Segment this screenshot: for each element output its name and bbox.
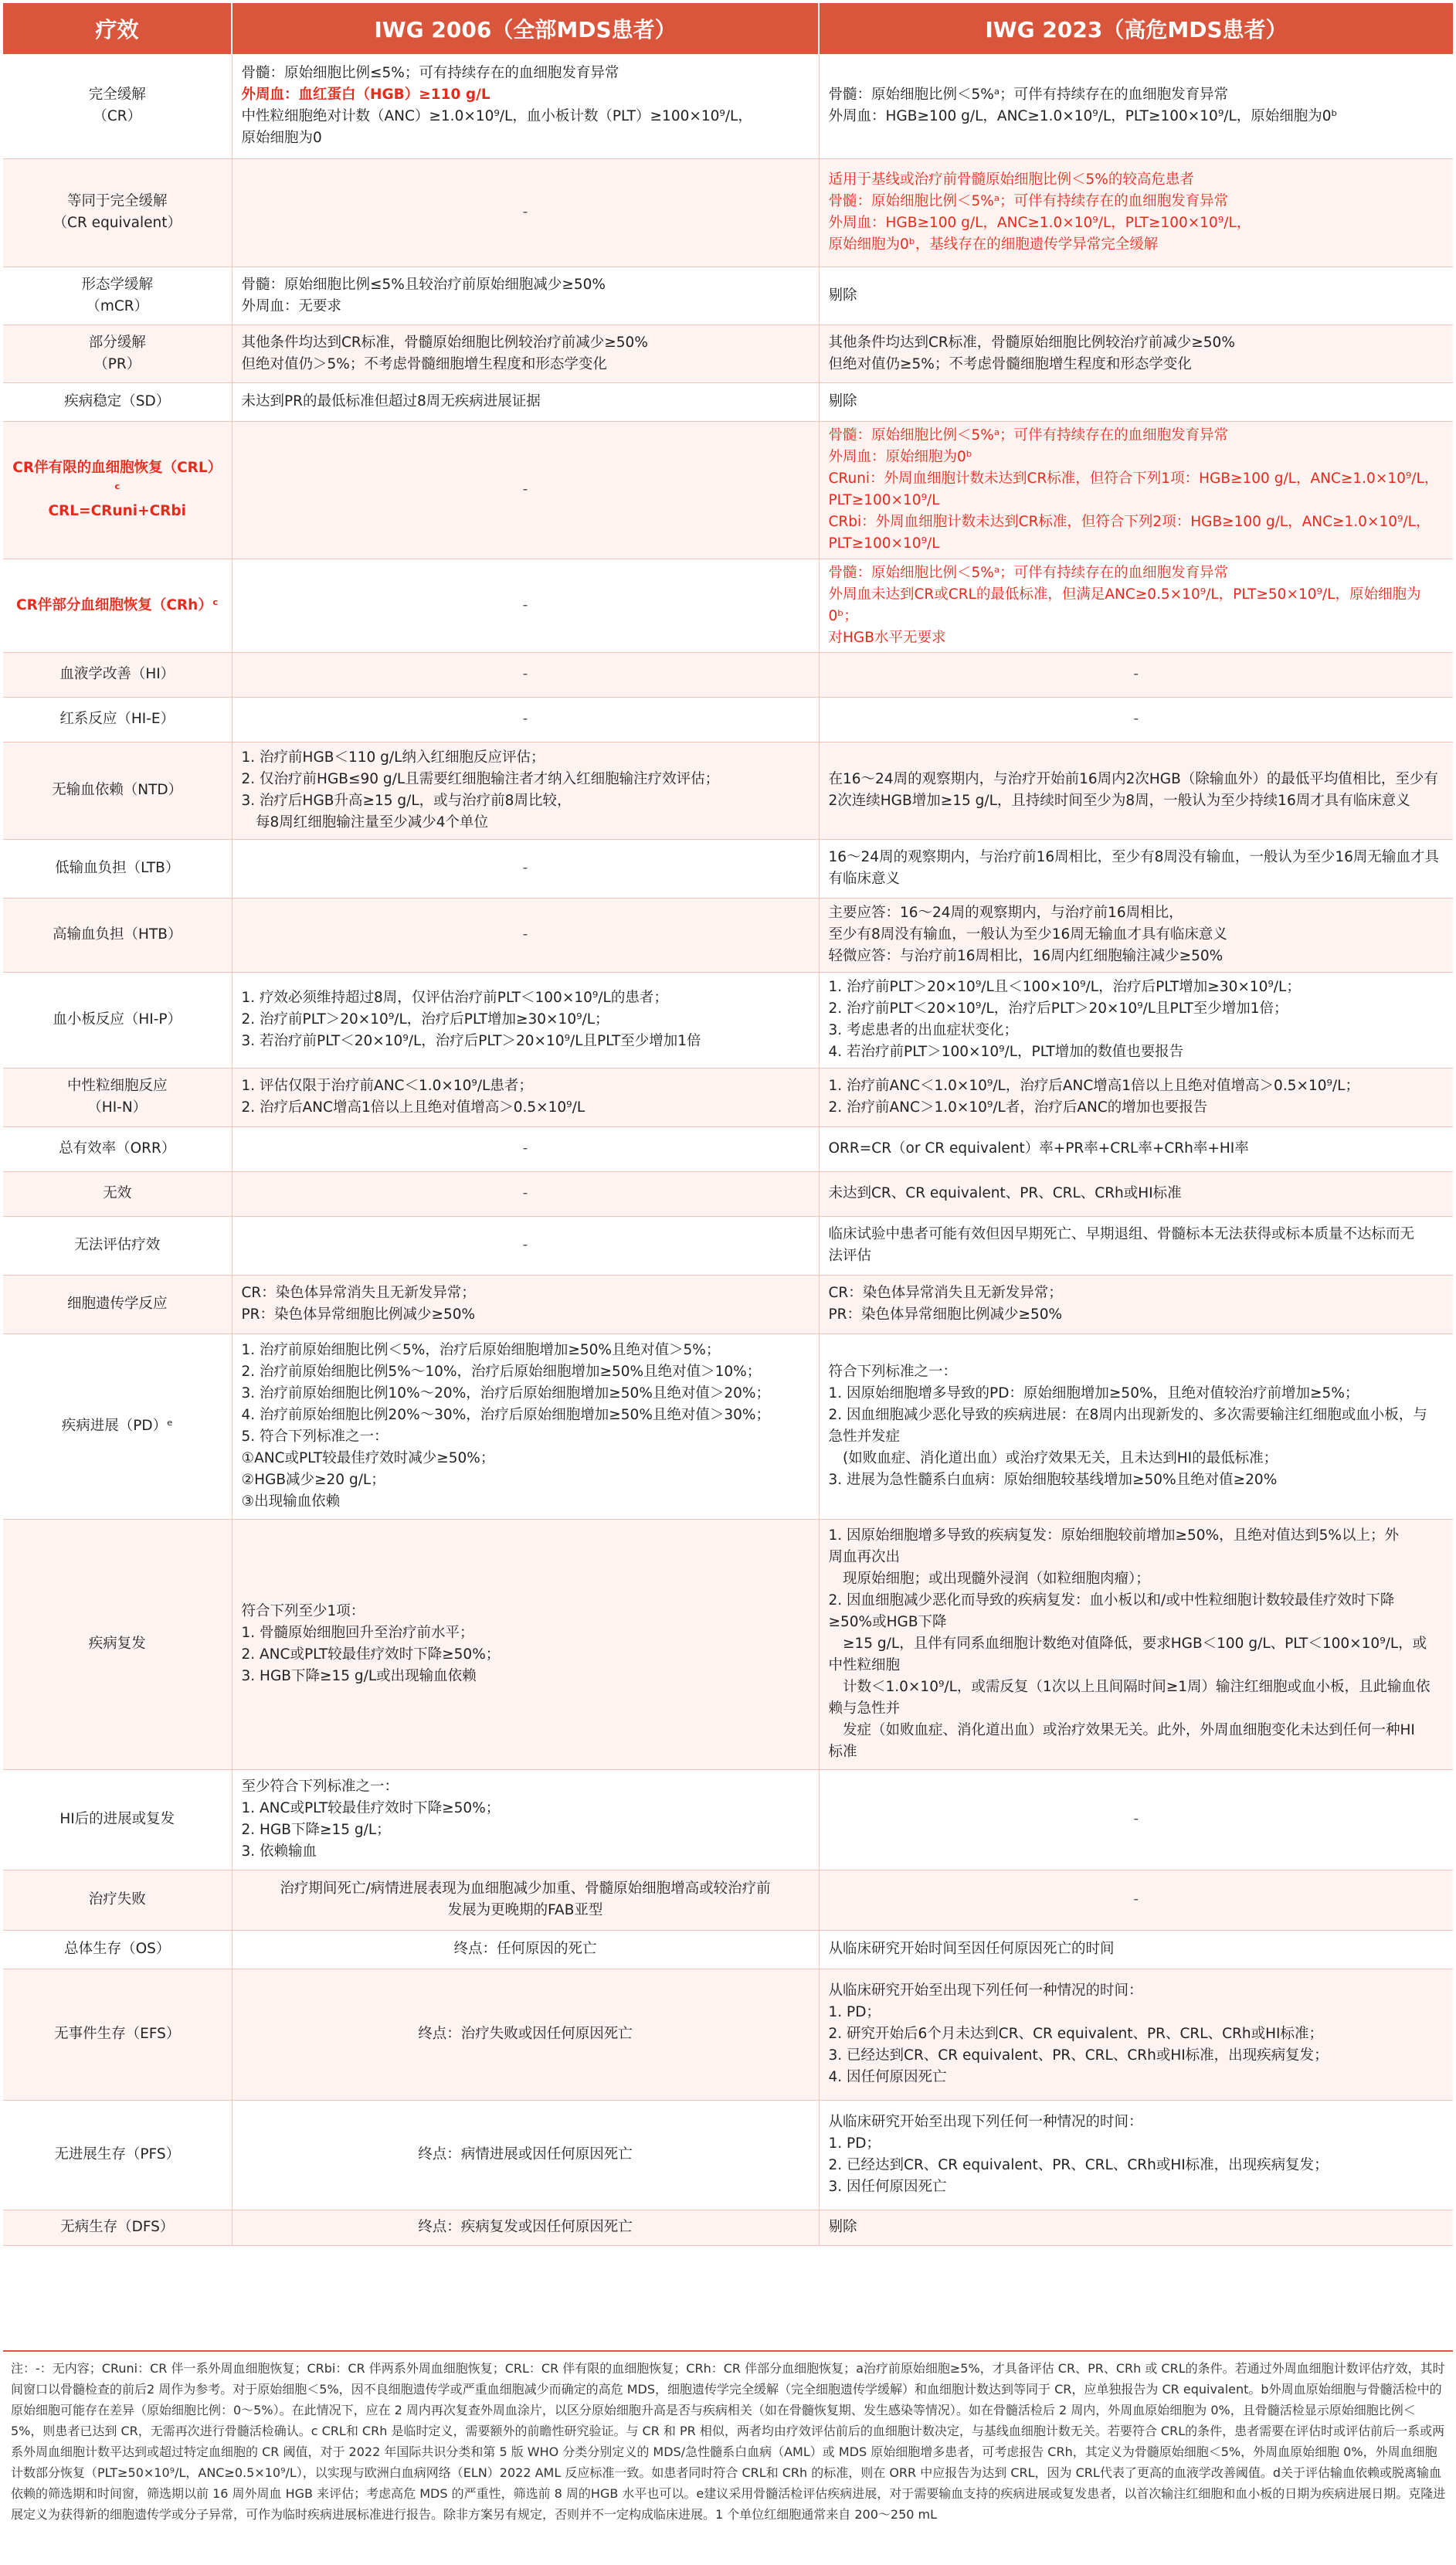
label-line: 高输血负担（HTB） [53,926,182,943]
text-line: 发症（如败血症、消化道出血）或治疗效果无关。此外，外周血细胞变化未达到任何一种HI [828,1722,1415,1738]
cell-iwg2006 [232,1769,819,1870]
row-label [3,2210,232,2245]
text-line: 周血再次出 [828,1549,901,1565]
row-label [3,421,232,559]
cell-iwg2006 [232,652,819,697]
text-line: 2. 治疗前PLT＜20×10⁹/L，治疗后PLT＞20×10⁹/L且PLT至少增加1倍； [828,1001,1288,1017]
cell-iwg2023 [819,1870,1453,1930]
text-line: PR：染色体异常细胞比例减少≥50% [828,1306,1063,1323]
label-line: 治疗失败 [88,1891,146,1908]
row-label [3,1068,232,1126]
row-label [3,267,232,324]
text-line: CRuni：外周血细胞计数未达到CR标准，但符合下列1项：HGB≥100 g/L，ANC≥1.0×10⁹/L， [828,471,1439,487]
text-line: 3. 已经达到CR、CR equivalent、PR、CRL、CRh或HI标准，出现疾病复发； [828,2047,1329,2064]
table-row [3,421,1453,559]
text-line: 3. 因任何原因死亡 [828,2179,947,2195]
text-line: 1. 骨髓原始细胞回升至治疗前水平； [241,1625,474,1641]
label-line: （HI-N） [87,1099,148,1116]
cell-iwg2023 [819,1333,1453,1519]
label-line: 疾病复发 [88,1636,146,1652]
table-row [3,742,1453,839]
table-row [3,54,1453,158]
text-line: 1. 治疗前原始细胞比例＜5%，治疗后原始细胞增加≥50%且绝对值＞5%； [241,1342,721,1358]
cell-iwg2006 [232,742,819,839]
header-iwg-2023: IWG 2023（高危MDS患者） [819,3,1453,54]
text-line: 但绝对值仍＞5%；不考虑骨髓细胞增生程度和形态学变化 [241,355,607,372]
table-row [3,839,1453,898]
label-line: 无事件生存（EFS） [54,2026,181,2042]
text-line: CR：染色体异常消失且无新发异常； [241,1285,476,1301]
cell-iwg2023 [819,1275,1453,1333]
cell-iwg2023 [819,1068,1453,1126]
text-line: 从临床研究开始时间至因任何原因死亡的时间 [828,1941,1115,1957]
table-row [3,267,1453,324]
text-line: 3. 考虑患者的出血症状变化； [828,1022,1019,1038]
text-line: 标准 [828,1744,857,1760]
label-line: CRL=CRuni+CRbi [48,503,187,519]
text-line: 2. 研究开始后6个月未达到CR、CR equivalent、PR、CRL、CRh或HI标准； [828,2026,1323,2042]
cell-iwg2006 [232,1171,819,1216]
text-line: 2. 治疗前原始细胞比例5%～10%，治疗后原始细胞增加≥50%且绝对值＞10%； [241,1364,762,1380]
text-line: ≥50%或HGB下降 [828,1614,947,1630]
label-line: 部分缓解 [88,334,146,351]
label-line: 完全缓解 [88,87,146,104]
cell-iwg2006 [232,382,819,421]
label-line: 总有效率（ORR） [59,1140,176,1157]
text-line: 2. ANC或PLT较最佳疗效时下降≥50%； [241,1646,501,1663]
cell-iwg2006 [232,1068,819,1126]
cell-iwg2023 [819,324,1453,382]
text-line: - [522,204,528,220]
text-line: ORR=CR（or CR equivalent）率+PR率+CRL率+CRh率+HI率 [828,1140,1249,1157]
text-line: 原始细胞为0 [241,130,322,147]
text-line: 剔除 [828,287,857,304]
cell-iwg2006 [232,267,819,324]
cell-iwg2006 [232,697,819,742]
label-line: CR伴部分血细胞恢复（CRh）ᶜ [16,596,219,613]
text-line: 4. 因任何原因死亡 [828,2069,947,2085]
text-line: ①ANC或PLT较最佳疗效时减少≥50%； [241,1450,495,1466]
cell-iwg2006 [232,1969,819,2100]
text-line: 2. HGB下降≥15 g/L； [241,1822,391,1838]
label-line: CR伴有限的血细胞恢复（CRL）ᶜ [12,460,222,498]
row-label [3,559,232,652]
table-row [3,1275,1453,1333]
cell-iwg2006 [232,1519,819,1769]
text-line: 中性粒细胞 [828,1657,901,1673]
row-label [3,1126,232,1171]
table-header-row [3,3,1453,54]
label-line: 无法评估疗效 [74,1237,161,1253]
text-line: 主要应答：16～24周的观察期内，与治疗前16周相比， [828,905,1183,921]
cell-iwg2023 [819,1769,1453,1870]
text-line: 终点：病情进展或因任何原因死亡 [418,2146,633,2162]
text-line: - [522,596,528,613]
table-row [3,697,1453,742]
label-line: （mCR） [86,297,149,314]
text-line: 1. 治疗前HGB＜110 g/L纳入红细胞反应评估； [241,749,545,766]
text-line: CR：染色体异常消失且无新发异常； [828,1285,1063,1301]
cell-iwg2023 [819,742,1453,839]
table-row [3,1171,1453,1216]
text-line: 1. 治疗前PLT＞20×10⁹/L且＜100×10⁹/L，治疗后PLT增加≥30×10⁹/L； [828,979,1301,995]
text-line: 2. 因血细胞减少恶化而导致的疾病复发：血小板以和/或中性粒细胞计数较最佳疗效时下降 [828,1592,1395,1609]
text-line: 未达到PR的最低标准但超过8周无疾病进展证据 [241,393,541,409]
row-label [3,1333,232,1519]
label-line: 无效 [103,1185,132,1201]
text-line: 外周血：HGB≥100 g/L，ANC≥1.0×10⁹/L，PLT≥100×10⁹/L，原始细胞为0ᵇ [828,108,1338,125]
cell-iwg2023 [819,158,1453,267]
label-line: 无病生存（DFS） [60,2219,175,2235]
label-line: 低输血负担（LTB） [55,860,180,876]
cell-iwg2006 [232,2100,819,2210]
text-line: 从临床研究开始至出现下列任何一种情况的时间： [828,2114,1143,2130]
label-line: 中性粒细胞反应 [66,1078,168,1094]
text-line: 骨髓：原始细胞比例＜5%ᵃ；可伴有持续存在的血细胞发育异常 [828,427,1229,443]
label-line: 细胞遗传学反应 [66,1296,168,1312]
cell-iwg2006 [232,839,819,898]
table-row [3,898,1453,972]
cell-iwg2006 [232,1216,819,1275]
row-label [3,742,232,839]
table-row [3,652,1453,697]
text-line: 1. ANC或PLT较最佳疗效时下降≥50%； [241,1800,501,1816]
cell-iwg2023 [819,1969,1453,2100]
row-label [3,1769,232,1870]
table-row [3,382,1453,421]
row-label [3,1930,232,1969]
text-line: - [1133,666,1139,682]
label-line: HI后的进展或复发 [59,1811,175,1827]
text-line: - [522,666,528,682]
text-line: - [1133,1811,1139,1827]
text-line: 骨髓：原始细胞比例≤5%且较治疗前原始细胞减少≥50% [241,276,606,293]
text-line: 发展为更晚期的FAB亚型 [447,1902,603,1918]
text-line: 适用于基线或治疗前骨髓原始细胞比例＜5%的较高危患者 [828,172,1194,188]
text-line: 2. 治疗前PLT＞20×10⁹/L，治疗后PLT增加≥30×10⁹/L； [241,1011,609,1028]
text-line: 轻微应答：与治疗前16周相比，16周内红细胞输注减少≥50% [828,948,1224,964]
cell-iwg2023 [819,972,1453,1068]
text-line: 符合下列标准之一： [828,1364,958,1380]
text-line: 现原始细胞；或出现髓外浸润（如粒细胞肉瘤）； [828,1571,1150,1587]
text-line: ②HGB减少≥20 g/L； [241,1472,385,1488]
label-line: 形态学缓解 [81,276,153,293]
text-line: 终点：治疗失败或因任何原因死亡 [418,2026,633,2042]
text-line: - [522,1237,528,1253]
table-row [3,1930,1453,1969]
text-line: 骨髓：原始细胞比例＜5%ᵃ；可伴有持续存在的血细胞发育异常 [828,564,1229,581]
text-line: 2. 已经达到CR、CR equivalent、PR、CRL、CRh或HI标准，出现疾病复发； [828,2157,1329,2173]
cell-iwg2023 [819,1216,1453,1275]
row-label [3,1216,232,1275]
text-line: 计数＜1.0×10⁹/L，或需反复（1次以上且间隔时间≥1周）输注红细胞或血小板，且此输血依 [828,1679,1431,1695]
text-line: 外周血：血红蛋白（HGB）≥110 g/L [241,87,490,104]
row-label [3,697,232,742]
text-line: 在16～24周的观察期内，与治疗开始前16周内2次HGB（除输血外）的最低平均值相比，至少有 [828,771,1438,787]
text-line: 1. PD； [828,2004,881,2020]
text-line: 3. 若治疗前PLT＜20×10⁹/L，治疗后PLT＞20×10⁹/L且PLT至少增加1倍 [241,1033,701,1049]
cell-iwg2006 [232,1930,819,1969]
comparison-table [3,3,1453,2246]
cell-iwg2023 [819,559,1453,652]
text-line: 法评估 [828,1248,872,1264]
cell-iwg2006 [232,421,819,559]
text-line: ≥15 g/L，且伴有同系血细胞计数绝对值降低，要求HGB＜100 g/L、PLT＜100×10⁹/L，或 [828,1636,1427,1652]
text-line: 剔除 [828,393,857,409]
text-line: 2次连续HGB增加≥15 g/L，且持续时间至少为8周，一般认为至少持续16周才具有临床意义 [828,793,1410,809]
text-line: (如败血症、消化道出血）或治疗效果无关，且未达到HI的最低标准； [828,1450,1278,1466]
cell-iwg2023 [819,1519,1453,1769]
table-row [3,559,1453,652]
row-label [3,1275,232,1333]
table-row [3,158,1453,267]
text-line: 每8周红细胞输注量至少减少4个单位 [241,814,489,831]
table-row [3,2210,1453,2245]
cell-iwg2023 [819,1171,1453,1216]
table-row [3,1769,1453,1870]
text-line: 外周血：原始细胞为0ᵇ [828,449,972,465]
table-row [3,972,1453,1068]
text-line: - [522,926,528,943]
cell-iwg2023 [819,267,1453,324]
label-line: （CR equivalent） [53,215,182,231]
text-line: 中性粒细胞绝对计数（ANC）≥1.0×10⁹/L，血小板计数（PLT）≥100×10⁹/L， [241,108,752,125]
text-line: 临床试验中患者可能有效但因早期死亡、早期退组、骨髓标本无法获得或标本质量不达标而无 [828,1226,1415,1242]
text-line: 剔除 [828,2219,857,2235]
cell-iwg2023 [819,2100,1453,2210]
table-row [3,2100,1453,2210]
cell-iwg2006 [232,1275,819,1333]
row-label [3,1171,232,1216]
row-label [3,158,232,267]
text-line: 其他条件均达到CR标准，骨髓原始细胞比例较治疗前减少≥50% [241,334,648,351]
text-line: 4. 治疗前原始细胞比例20%～30%，治疗后原始细胞增加≥50%且绝对值＞30%； [241,1407,771,1423]
table-row [3,1870,1453,1930]
text-line: 至少符合下列标准之一： [241,1779,399,1795]
text-line: 骨髓：原始细胞比例≤5%；可有持续存在的血细胞发育异常 [241,65,619,82]
footnote-divider [3,2350,1453,2352]
table-row [3,1333,1453,1519]
text-line: - [522,1140,528,1157]
cell-iwg2023 [819,839,1453,898]
cell-iwg2006 [232,324,819,382]
text-line: 治疗期间死亡/病情进展表现为血细胞减少加重、骨髓原始细胞增高或较治疗前 [280,1880,771,1897]
cell-iwg2023 [819,1930,1453,1969]
text-line: 1. 评估仅限于治疗前ANC＜1.0×10⁹/L患者； [241,1078,533,1094]
text-line: 1. 因原始细胞增多导致的PD：原始细胞增加≥50%，且绝对值较治疗前增加≥5%； [828,1385,1359,1401]
text-line: 但绝对值仍≥5%；不考虑骨髓细胞增生程度和形态学变化 [828,355,1192,372]
text-line: 4. 若治疗前PLT＞100×10⁹/L，PLT增加的数值也要报告 [828,1044,1184,1060]
text-line: 1. 因原始细胞增多导致的疾病复发：原始细胞较前增加≥50%，且绝对值达到5%以上；外 [828,1527,1400,1544]
text-line: 3. 进展为急性髓系白血病：原始细胞较基线增加≥50%且绝对值≥20% [828,1472,1278,1488]
text-line: 3. 治疗前原始细胞比例10%～20%，治疗后原始细胞增加≥50%且绝对值＞20%； [241,1385,771,1401]
text-line: 外周血未达到CR或CRL的最低标准，但满足ANC≥0.5×10⁹/L，PLT≥50×10⁹/L，原始细胞为0ᵇ； [828,586,1421,624]
text-line: 2. 治疗前ANC＞1.0×10⁹/L者，治疗后ANC的增加也要报告 [828,1099,1208,1116]
label-line: 红系反应（HI-E） [59,711,175,727]
text-line: 2. 治疗后ANC增高1倍以上且绝对值增高＞0.5×10⁹/L [241,1099,585,1116]
label-line: 疾病进展（PD）ᵉ [61,1418,173,1434]
text-line: PR：染色体异常细胞比例减少≥50% [241,1306,476,1323]
cell-iwg2006 [232,559,819,652]
label-line: 无输血依赖（NTD） [52,782,183,798]
row-label [3,898,232,972]
label-line: 总体生存（OS） [64,1941,171,1957]
cell-iwg2006 [232,972,819,1068]
label-line: 血液学改善（HI） [59,666,175,682]
text-line: 骨髓：原始细胞比例＜5%ᵃ；可伴有持续存在的血细胞发育异常 [828,193,1229,209]
cell-iwg2006 [232,1333,819,1519]
text-line: 有临床意义 [828,871,901,887]
cell-iwg2023 [819,54,1453,158]
row-label [3,839,232,898]
text-line: - [522,711,528,727]
cell-iwg2023 [819,2210,1453,2245]
text-line: 从临床研究开始至出现下列任何一种情况的时间： [828,1982,1143,1999]
label-line: 等同于完全缓解 [66,193,168,209]
row-label [3,972,232,1068]
cell-iwg2023 [819,652,1453,697]
cell-iwg2023 [819,1126,1453,1171]
text-line: 骨髓：原始细胞比例＜5%ᵃ；可伴有持续存在的血细胞发育异常 [828,87,1229,104]
row-label [3,1969,232,2100]
text-line: 赖与急性并 [828,1700,901,1717]
text-line: - [522,860,528,876]
row-label [3,324,232,382]
text-line: 终点：疾病复发或因任何原因死亡 [418,2219,633,2235]
text-line: 16～24周的观察期内，与治疗前16周相比，至少有8周没有输血，一般认为至少16周无输血才具 [828,849,1439,865]
row-label [3,1870,232,1930]
text-line: 3. 依赖输血 [241,1843,317,1860]
table-row [3,1216,1453,1275]
text-line: 3. 治疗后HGB升高≥15 g/L，或与治疗前8周比较， [241,793,572,809]
text-line: 外周血：无要求 [241,297,342,314]
label-line: 疾病稳定（SD） [64,393,171,409]
table-body [3,54,1453,2245]
cell-iwg2006 [232,158,819,267]
cell-iwg2006 [232,1870,819,1930]
row-label [3,2100,232,2210]
row-label [3,652,232,697]
header-iwg-2006: IWG 2006（全部MDS患者） [232,3,819,54]
cell-iwg2006 [232,898,819,972]
row-label [3,1519,232,1769]
label-line: （PR） [93,355,141,372]
cell-iwg2006 [232,54,819,158]
label-line: 血小板反应（HI-P） [53,1011,182,1028]
text-line: CRbi：外周血细胞计数未达到CR标准，但符合下列2项：HGB≥100 g/L，ANC≥1.0×10⁹/L， [828,514,1431,530]
cell-iwg2023 [819,898,1453,972]
text-line: 3. HGB下降≥15 g/L或出现输血依赖 [241,1668,477,1684]
text-line: PLT≥100×10⁹/L [828,492,940,508]
cell-iwg2023 [819,421,1453,559]
text-line: 符合下列至少1项： [241,1603,365,1619]
table-row [3,1519,1453,1769]
header-efficacy: 疗效 [3,3,232,54]
label-line: （CR） [93,108,142,125]
text-line: 5. 符合下列标准之一： [241,1429,389,1445]
text-line: 急性并发症 [828,1429,901,1445]
text-line: - [522,481,528,498]
cell-iwg2006 [232,2210,819,2245]
text-line: 终点：任何原因的死亡 [453,1941,597,1957]
text-line: PLT≥100×10⁹/L [828,535,940,552]
label-line: 无进展生存（PFS） [54,2146,181,2162]
text-line: 1. 疗效必须维持超过8周，仅评估治疗前PLT＜100×10⁹/L的患者； [241,990,668,1006]
table-row [3,324,1453,382]
text-line: - [1133,1891,1139,1908]
text-line: 2. 仅治疗前HGB≤90 g/L且需要红细胞输注者才纳入红细胞输注疗效评估； [241,771,720,787]
text-line: 2. 因血细胞减少恶化导致的疾病进展：在8周内出现新发的、多次需要输注红细胞或血小板，与 [828,1407,1427,1423]
cell-iwg2006 [232,1126,819,1171]
row-label [3,54,232,158]
text-line: 1. 治疗前ANC＜1.0×10⁹/L，治疗后ANC增高1倍以上且绝对值增高＞0.5×10⁹/L； [828,1078,1359,1094]
text-line: 未达到CR、CR equivalent、PR、CRL、CRh或HI标准 [828,1185,1182,1201]
text-line: - [522,1185,528,1201]
text-line: 1. PD； [828,2135,881,2152]
text-line: 其他条件均达到CR标准，骨髓原始细胞比例较治疗前减少≥50% [828,334,1235,351]
text-line: 外周血：HGB≥100 g/L，ANC≥1.0×10⁹/L，PLT≥100×10⁹/L， [828,215,1251,231]
text-line: 对HGB水平无要求 [828,629,946,646]
text-line: ③出现输血依赖 [241,1493,341,1510]
text-line: - [1133,711,1139,727]
cell-iwg2023 [819,382,1453,421]
row-label [3,382,232,421]
text-line: 至少有8周没有输血，一般认为至少16周无输血才具有临床意义 [828,926,1227,943]
table-footnote: 注：-：无内容；CRuni：CR 伴一系外周血细胞恢复；CRbi：CR 伴两系外周血细胞恢复；CRL：CR 伴有限的血细胞恢复；CRh：CR 伴部分血细胞恢复；a治疗前原始细胞≥5%，才具备评估 CR、PR、CRh 或 CRL的条件。若通过外周血细胞计数评估疗效，其时间窗口以骨髓检查的前后2 周作为参考。对于原始细胞＜5%，因不良细胞遗传学或严重血细胞减少而确定的高危 MDS，细胞遗传学完全缓解（完全细胞遗传学缓解）和血细胞计数达到等同于 CR，应单独报告为 CR equivalent。b外周血原始细胞与骨髓活检中的原始细胞可能存在差异（原始细胞比例：0～5%）。在此情况下，应在 2 周内再次复查外周血涂片，以区分原始细胞升高是否与疾病相关（如在骨髓恢复期、发生感染等情况）。如在骨髓活检后 2 周内，外周血原始细胞为 0%，且骨髓活检显示原始细胞比例＜5%，则患者已达到 CR，无需再次进行骨髓活检确认。c CRL和 CRh 是临时定义，需要额外的前瞻性研究验证。与 CR 和 PR 相似，两者均由疗效评估前后的血细胞计数决定，与基线血细胞计数无关。若要符合 CRL的条件，患者需要在评估时或评估前后一系或两系外周血细胞计数平达到或超过特定血细胞的 CR 阈值，对于 2022 年国际共识分类和第 5 版 WHO 分类分别定义的 MDS/急性髓系白血病（AML）或 MDS 原始细胞增多患者，可考虑报告 CRh，其定义为骨髓原始细胞＜5%，外周血原始细胞 0%，外周血细胞计数部分恢复（PLT≥50×10⁹/L，ANC≥0.5×10⁹/L），以实现与欧洲白血病网络（ELN）2022 AML 反应标准一致。如患者同时符合 CRL和 CRh 的标准，则在 ORR 中应报告为达到 CRL，因为 CRL代表了更高的血液学改善阈值。d关于评估输血依赖或脱离输血依赖的筛选期和时间窗，筛选期以前 16 周外周血 HGB 来评估；考虑高危 MDS 的严重性，筛选前 8 周的HGB 水平也可以。e建议采用骨髓活检评估疾病进展，对于需要输血支持的疾病进展或复发患者，以首次输注红细胞和血小板的日期为疾病进展日期。克隆进展定义为获得新的细胞遗传学或分子异常，可作为临时疾病进展标准进行报告。除非方案另有规定，否则并不一定构成临床进展。1 个单位红细胞通常来自 200～250 mL [11,2361,1446,2522]
table-row [3,1126,1453,1171]
cell-iwg2023 [819,697,1453,742]
table-row [3,1969,1453,2100]
text-line: 原始细胞为0ᵇ，基线存在的细胞遗传学异常完全缓解 [828,236,1159,253]
table-row [3,1068,1453,1126]
